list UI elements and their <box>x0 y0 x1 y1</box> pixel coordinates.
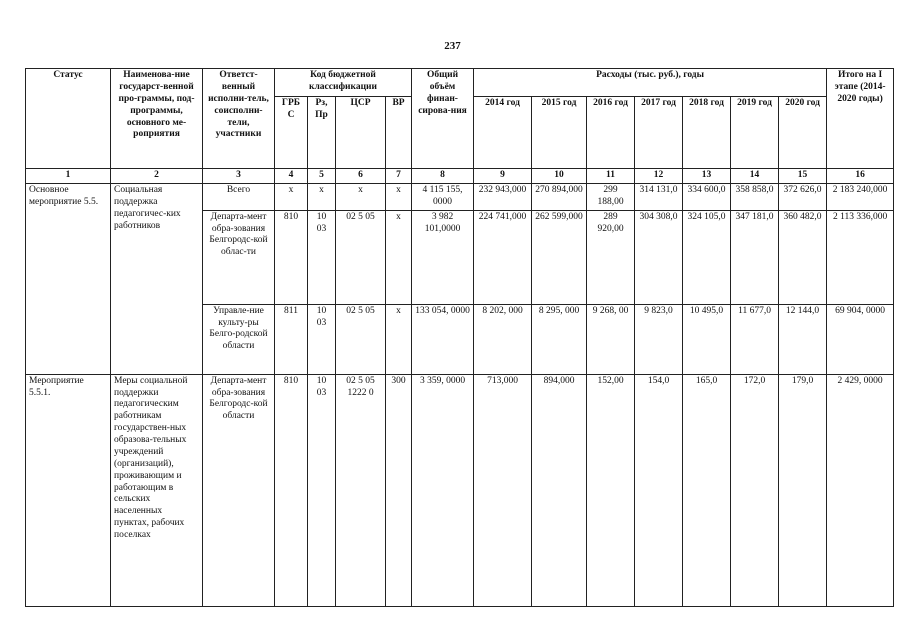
row-rzpr: 10 03 <box>308 304 336 374</box>
header-csr: ЦСР <box>336 97 386 169</box>
row-grbs: 811 <box>275 304 308 374</box>
column-number: 2 <box>111 169 203 184</box>
table-row <box>26 183 894 210</box>
column-number: 13 <box>683 169 731 184</box>
column-number: 3 <box>203 169 275 184</box>
row-y2017: 9 823,0 <box>635 304 683 374</box>
header-y2019: 2019 год <box>731 97 779 169</box>
row-total: 3 359, 0000 <box>412 374 474 606</box>
row-y2014: 232 943,000 <box>474 183 532 210</box>
row-total: 3 982 101,0000 <box>412 210 474 304</box>
row-y2019: 358 858,0 <box>731 183 779 210</box>
row-executor: Департа-мент обра-зования Белгородс-кой области <box>203 374 275 606</box>
row-y2015: 270 894,000 <box>532 183 587 210</box>
header-y2020: 2020 год <box>779 97 827 169</box>
row-y2015: 8 295, 000 <box>532 304 587 374</box>
row-y2017: 154,0 <box>635 374 683 606</box>
column-number: 11 <box>587 169 635 184</box>
row-stage-total: 2 183 240,000 <box>827 183 894 210</box>
column-number: 14 <box>731 169 779 184</box>
row-executor: Управле-ние культу-ры Белго-родской области <box>203 304 275 374</box>
header-executor: Ответст-венный исполни-тель, соисполни-тели, участники <box>203 69 275 169</box>
header-row-top <box>26 69 894 97</box>
row-vr: 300 <box>386 374 412 606</box>
row-csr: 02 5 05 <box>336 304 386 374</box>
column-number: 1 <box>26 169 111 184</box>
column-number: 12 <box>635 169 683 184</box>
row-y2014: 8 202, 000 <box>474 304 532 374</box>
row-vr: x <box>386 210 412 304</box>
row-status: Мероприятие 5.5.1. <box>26 374 111 606</box>
row-y2017: 314 131,0 <box>635 183 683 210</box>
row-name: Социальная поддержка педагогичес-ких работников <box>111 183 203 374</box>
row-grbs: 810 <box>275 210 308 304</box>
page-number: 237 <box>444 40 461 52</box>
column-number: 15 <box>779 169 827 184</box>
row-y2020: 360 482,0 <box>779 210 827 304</box>
header-y2015: 2015 год <box>532 97 587 169</box>
row-csr: 02 5 05 1222 0 <box>336 374 386 606</box>
row-stage-total: 69 904, 0000 <box>827 304 894 374</box>
row-csr: x <box>336 183 386 210</box>
row-stage-total: 2 113 336,000 <box>827 210 894 304</box>
row-csr: 02 5 05 <box>336 210 386 304</box>
header-y2018: 2018 год <box>683 97 731 169</box>
row-y2016: 9 268, 00 <box>587 304 635 374</box>
header-vr: ВР <box>386 97 412 169</box>
table-row <box>26 374 894 606</box>
column-number: 6 <box>336 169 386 184</box>
row-y2017: 304 308,0 <box>635 210 683 304</box>
header-grbs: ГРБ С <box>275 97 308 169</box>
row-y2015: 894,000 <box>532 374 587 606</box>
header-status: Статус <box>26 69 111 169</box>
column-number: 16 <box>827 169 894 184</box>
row-y2015: 262 599,000 <box>532 210 587 304</box>
column-number: 4 <box>275 169 308 184</box>
row-y2020: 12 144,0 <box>779 304 827 374</box>
row-total: 133 054, 0000 <box>412 304 474 374</box>
row-y2018: 165,0 <box>683 374 731 606</box>
header-stage-total: Итого на I этапе (2014-2020 годы) <box>827 69 894 169</box>
row-y2019: 11 677,0 <box>731 304 779 374</box>
row-status: Основное мероприятие 5.5. <box>26 183 111 374</box>
row-y2014: 224 741,000 <box>474 210 532 304</box>
header-y2016: 2016 год <box>587 97 635 169</box>
header-y2017: 2017 год <box>635 97 683 169</box>
row-y2018: 334 600,0 <box>683 183 731 210</box>
row-y2019: 172,0 <box>731 374 779 606</box>
row-name: Меры социальной поддержки педагогическим работникам государствен-ных образова-тельных учреждений (организаций), проживающим и работающим в сельских населенных пунктах, рабочих поселках <box>111 374 203 606</box>
row-grbs: 810 <box>275 374 308 606</box>
header-total-volume: Общий объём финан-сирова-ния <box>412 69 474 169</box>
row-y2020: 372 626,0 <box>779 183 827 210</box>
column-number: 8 <box>412 169 474 184</box>
column-number: 5 <box>308 169 336 184</box>
row-rzpr: x <box>308 183 336 210</box>
row-grbs: x <box>275 183 308 210</box>
row-executor: Всего <box>203 183 275 210</box>
column-number: 9 <box>474 169 532 184</box>
budget-table <box>25 68 894 607</box>
row-rzpr: 10 03 <box>308 210 336 304</box>
row-y2018: 324 105,0 <box>683 210 731 304</box>
row-stage-total: 2 429, 0000 <box>827 374 894 606</box>
header-expenses: Расходы (тыс. руб.), годы <box>474 69 827 97</box>
row-y2018: 10 495,0 <box>683 304 731 374</box>
header-name: Наименова-ние государст-венной про-граммы, под-программы, основного ме-роприятия <box>111 69 203 169</box>
row-y2016: 152,00 <box>587 374 635 606</box>
row-vr: x <box>386 304 412 374</box>
row-y2019: 347 181,0 <box>731 210 779 304</box>
column-number-row <box>26 169 894 184</box>
header-y2014: 2014 год <box>474 97 532 169</box>
row-total: 4 115 155, 0000 <box>412 183 474 210</box>
column-number: 7 <box>386 169 412 184</box>
row-y2014: 713,000 <box>474 374 532 606</box>
row-executor: Департа-мент обра-зования Белгородс-кой облас-ти <box>203 210 275 304</box>
row-y2016: 289 920,00 <box>587 210 635 304</box>
column-number: 10 <box>532 169 587 184</box>
row-rzpr: 10 03 <box>308 374 336 606</box>
row-y2016: 299 188,00 <box>587 183 635 210</box>
header-rzpr: Рз, Пр <box>308 97 336 169</box>
row-vr: x <box>386 183 412 210</box>
row-y2020: 179,0 <box>779 374 827 606</box>
header-budget-code: Код бюджетной классификации <box>275 69 412 97</box>
